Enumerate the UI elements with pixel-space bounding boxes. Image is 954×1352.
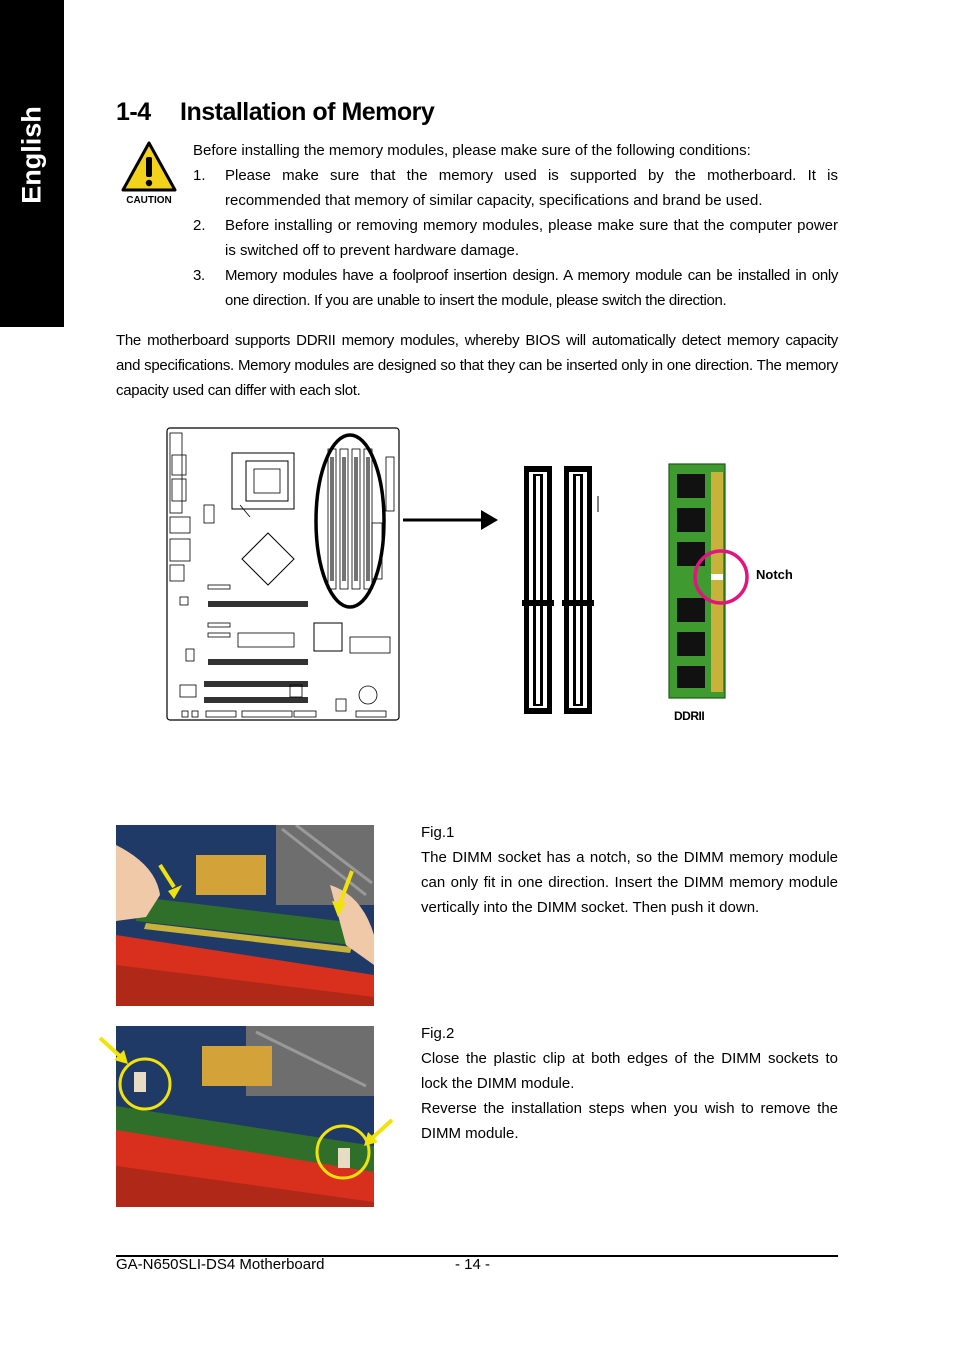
conditions-list [193, 163, 838, 313]
fig2-left-arrow [98, 1036, 130, 1066]
fig1-text: The DIMM socket has a notch, so the DIMM memory module can only fit in one direction. Insert the DIMM memory module vertically into the DIMM socket. Then push it down. [421, 849, 838, 916]
condition-item [193, 263, 838, 313]
ddrii-label: DDRII [674, 709, 705, 723]
condition-item [193, 163, 838, 213]
fig2-photo-lock-clips [116, 1026, 374, 1207]
caution-icon [120, 140, 178, 206]
condition-number: 1. [193, 167, 206, 184]
motherboard-diagram [166, 427, 402, 723]
fig2-text-reverse: Reverse the installation steps when you wish to remove the DIMM module. [421, 1100, 838, 1142]
condition-text: Memory modules have a foolproof insertion design. A memory module can be installed in only one direction. If you are unable to insert the module, please switch the direction. [225, 267, 838, 309]
fig2-caption [421, 1021, 838, 1146]
support-paragraph: The motherboard supports DDRII memory modules, whereby BIOS will automatically detect memory capacity and specifications. Memory modules are designed so that they can be inserted only in one direction. The memory capacity used can differ with each slot. [116, 332, 838, 399]
language-tab [0, 0, 64, 327]
section-heading: Installation of Memory [180, 98, 435, 126]
condition-text: Please make sure that the memory used is supported by the motherboard. It is recommended that memory of similar capacity, specifications and brand be used. [225, 167, 838, 209]
fig2-text-close: Close the plastic clip at both edges of the DIMM sockets to lock the DIMM module. [421, 1050, 838, 1092]
section-number: 1-4 [116, 98, 151, 126]
fig1-caption [421, 820, 838, 920]
fig2-right-arrow [362, 1118, 394, 1148]
fig1-photo-insert-module [116, 825, 374, 1006]
language-tab-label: English [16, 106, 47, 204]
fig1-label: Fig.1 [421, 824, 455, 841]
condition-number: 3. [193, 267, 205, 284]
pointer-arrow [403, 505, 499, 535]
footer-model: GA-N650SLI-DS4 Motherboard [116, 1256, 325, 1273]
condition-number: 2. [193, 217, 206, 234]
notch-label: Notch [756, 567, 793, 582]
condition-text: Before installing or removing memory modules, please make sure that the computer power is switched off to prevent hardware damage. [225, 217, 838, 259]
footer-page-number: - 14 - [455, 1256, 491, 1273]
ddrii-module [667, 462, 761, 702]
section-title [116, 98, 434, 127]
condition-item [193, 213, 838, 263]
fig2-label: Fig.2 [421, 1025, 455, 1042]
caution-label: CAUTION [126, 195, 172, 206]
dimm-sockets-closeup [520, 462, 604, 718]
intro-text: Before installing the memory modules, please make sure of the following conditions: [193, 142, 751, 159]
